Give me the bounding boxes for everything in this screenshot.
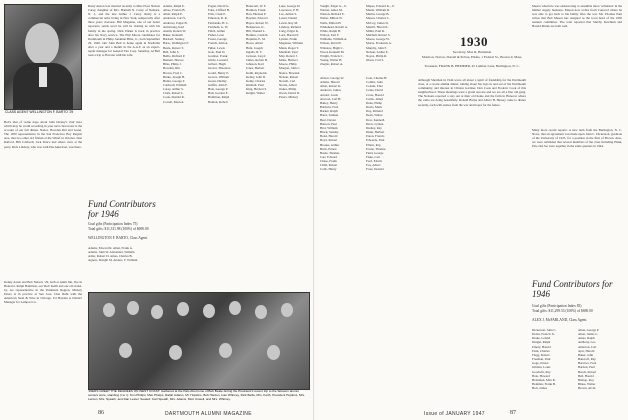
secretary-line: Secretary, Max R. Heitzman — [452, 50, 492, 54]
right-names-a: Abbott, George W. Adams, Harold Allen, Robert K. Andrews, James Arnold, Louis Atwood, Carl H. Bailey, Henry Baldwin, Fred Barker, Ralph Bates, Samuel Beal, Dexter Benson, Paul Bird, William Black, Stanley Bond, Harold Boyd, Robert Brooks, Arthur Buck, Ernest Burns, Thomas Carr, Edward Chase, Frank Child, Robert Cobb, Henry — [320, 76, 345, 172]
left-col2-text: Bob's idea of 'some dope about John Dickey's visit' here which may be worth recording in your next class notes is the account of our fall dinner. Nance, Bowden Ritt and Gazel. The 1950 representative in the San Francisco Bay Region area, met two other old friends at the Wharf in October. Don Ratford, Bill Caldwell, Jack Pence and others were at the party. Dick Lindsay, who was with Pan American, was there. — [4, 120, 82, 149]
right-body-text: Although Sherman in 1944 wrote all about a spirit of friendship for the Dartmouth class, at a recent alumni dinner, talking about his days in and out of the Dartmouth community, and interest in Clinton Gardner, Don Cook and Frederic Cook of this neighborhood. These meetings were a grand success and we are all a fine old gang. The Nelsons reported a stay out at their old home and the farm in Hanover where the cattle are doing beautifully. Ronald Bache and Albert H. Hassey came to dinner recently, each with stories from the war and hopes for the future. — [418, 78, 526, 107]
class-year-heading: 1930 — [460, 34, 488, 49]
left-fund-agent: WELLINGTON F. BARTO, Class Agent. — [88, 236, 148, 240]
right-footer: Issue of JANUARY 1947 — [424, 411, 485, 417]
secretary-address: Moulton, Norton, Darrell & Polton, Elkins, 1 Federal St., Boston 9, Mass. — [421, 55, 523, 59]
left-fund-total: Total gifts: $11,311.98 (100%) of $690.00 — [88, 227, 149, 231]
left-col1-text: Rusty Anson was married recently to Miss Flora Nelson Carey, daughter of Mrs. Hannah N. Carey of Nemark, N. J., and the late Arthur J. Carey. Rusty is a commercial artist living in New York, temporarily after three years overseas. Bill Magenau, one of our better reporters, sends word he will be visiting us with his family in the spring. Dick Elkins is back in practice after his Navy service. The Phil Moore candidates for Dartmouth in Philip Jonathan Bliss, Jr., born September 29, 1946. Our John Bell is home again in Nashville after a year and a month in the A.A.F. as an expert-repair manager for General Tire Corp. Saturday, Al Bell took a trip to Havana with his wife. — [88, 4, 160, 58]
left-donors-grid: Adams, Edward R. Allen, Frank A. Adams, John W. Alexander, William Adler, Robert D. Ames, Charles B. Agnew, Dwight M. Anders, F. William — [88, 246, 138, 263]
page-number-left: 86 — [98, 410, 104, 416]
left-names-b: Eagan, David G. Edes, Clifford H. Ellis, Clark E. Emerson, R. R. Fairbanks, H. C. Farnham, G. W. Finch, Arthur Fisher, Leon Foster, George French, John A. Fuller, Lewis Gale, Paul D. Gardner, Frank Gibbs, Leonard Gilbert, Hugh Glover, Theodore Gould, Henry E. Graves, William Green, Dudley Griffin, John F. Hale, George P. Hall, Gordon E. Hamilton, Ralph Hanlon, Robert — [208, 4, 231, 104]
right-col4-text: Many more recent reports: A new item from the Burlington, N. C. News, that an agreement was made upon John C. Dickerson, graduate of the University of 1925, for a position in the firm of Brown. Also, we were reminded that several members of the class including Hank, Pete and Joe were together in the same quarters in 1944. — [532, 128, 622, 149]
right-fund-total: Total gifts: $11,299.53 (100%) of $690.00 — [532, 309, 593, 313]
right-names-col2: Mapes, Edward K., Jr. Marsh, William D. Martin, George B. Mason, Charles C. McCoy, James D. Merrill, Harold L. Miller, Paul R. Mitchell, Robert S. Moore, George W. Morse, Frederick A. Murphy, John F. Nelson, Arthur E. Noyes, Philip R. Olson, Carl S. — [366, 4, 395, 63]
left-names-c: Hanscom, W. F. Harmon, Frank Hart, Hudson P. Hayden, Edward Hayes, Robert W. Henderson, K. Hill, Donald L. Holmes, Clark R. Hopkins, E. M. Howe, Albert Hunt, Joseph Ingalls, R. T. Jackson, Lloyd James, Robert B. Johnson, Karl Jones, Herbert Keith, Reynolds Kelley, John D. Kemp, Charles Kimball, Paul King, Herbert S. Knight, Walter — [246, 4, 269, 96]
right-col3-text: Mason whom he was endeavoring to assemble more 'wrinklers' in the lumber supply business. Mason now writes from Concord where he was able to get back to his family after the war. Mr. Thomas Paul writes that Bob Mason has resigned as the local head of the 1930 reunion committee. The total reported that Stubby Ketchum and Harold Marks are both well. — [532, 4, 622, 29]
left-names-a: Adams, Ralph E. Albee, Francis B. Allen, Ralph E. Anderson, Carl S. Andrews, Edgar B. Armstrong, Karl Austin, Robert W. Baker, Kenneth Barnard, Stanley Barto, Wellington F. Beale, Robert T. Bell, John S. Bellis, Richard P. Bennett, Horace Bliss, Philip J. Bowden, Ritt Brown, Fred C. Burke, Joseph H. Butler, George T. Caldwell, William Carey, Arthur S. Clark, Robert L. Cook, Donald R. Cowell, Morton — [163, 4, 189, 104]
left-col3-text: Kenny Aston and Bob Nelson, '29, both at Alum Inn, live in Hanover. Ralph Hamilton, our 'Red' Keith and our old stand-by, are representative in the Peninsula Region. Mickey Peters is in practice at San Jose. Chet Ruhl with the American Steel & Wire in Chicago. Ed Hayden is District Manager for Lamport Co. — [4, 280, 82, 305]
portrait-caption: CLASS AGENT WELLINGTON F. BARTO '29 — [5, 110, 74, 114]
group-photo-caption: '29ERS GREET THE DEGREES ON WEST COAST: Gathered at the Palo Alto home of Bob Beale during the President's recent trip to the Western alumni centers were, standing (l to r): Tom Philips, Max Phelps, Ralph Adams, Mr. Hopkins, Bob Hanlon, Ivan Whitney, Dick Bellis, Mrs. Keith, President Hopkins, Mrs. Lenton, Mrs. Speath, and Dan Lester. Seated: Carl Speath, Mrs. Adams, Mort Cowell, and Mrs. Whitney. — [88, 390, 306, 401]
portrait-photo — [4, 4, 82, 110]
right-page — [314, 0, 628, 420]
left-footer: DARTMOUTH ALUMNI MAGAZINE — [165, 411, 252, 417]
right-fund-title: Fund Contributors for 1946 — [532, 279, 613, 299]
right-fund-goal: Goal gifts (Participation Index 83) — [532, 304, 582, 308]
right-names-b: Cole, Charles H. Collins, John Conant, Eliot Crane, David Cross, Harold Curtis, James Dana, Philip Davis, Mark Day, Richard Dean, Walter Dow, Kenneth Drew, Lyman Dudley, Ray Dunn, Herbert Eaton, Francis Edwards, Paul Elliott, Roy Evans, Thomas Field, George Fiske, Carl Ford, Edwin Fox, Albert Frost, Donald — [366, 76, 388, 172]
page-number-right: 87 — [510, 410, 516, 416]
right-fund-agent: ALEX J. McFARLAND, Class Agent. — [532, 318, 588, 322]
left-fund-title: Fund Contributors for 1946 — [88, 199, 156, 219]
left-fund-goal: Goal gifts (Participation Index 75) — [88, 222, 138, 226]
right-names-d: Allen, George P. Allen, James C. Ames, Ralph Anthony, Leo Atherton, Carl Ayer, Harold Baker, John Bancroft, Ray Barrows, Fred Bartlett, Paul Beach, Robert Bell, Harold Bishop, Roy Blake, Walter Brown, Alvin — [578, 328, 600, 391]
group-photo — [88, 292, 310, 390]
right-names-col1: Vaught, Edgar G., Jr. Warner, Amos M. Watson, Richard E. Weber, Milton W. Wells, Milton H. Whitehead, Robert A. White, Ralph H. Wilcox, Earl F. Williams, William A. Wilson, David E. Winslow, Hugh C. Wood, Kenneth M. Wright, Francis C. Young, Walter H. Ziegler, Robert A. — [320, 4, 348, 67]
left-names-d: Lane, George D. Lawrence, P. H. Lee, Arthur S. Lester, Daniel Lewis, Ray M. Lindsay, Richard Long, Edgar K. Lord, Harold P. Lyman, Frank Magenau, William Mann, Roger T. Marshall, Paul May, Robert J. Miles, Herbert Moore, Philip Morgan, John C. Nance, Bowden Nelson, Robert Newell, Carl Norris, Albert Oakes, Philip Owen, David D. Peters, Mickey — [279, 4, 303, 100]
treasurer-line: Treasurer, FRANK B. HEMMER, 45 Lumber Lane, Burlington, N. C. — [424, 64, 520, 68]
right-names-c: Dickerson, John C. Dolan, Francis X. Drake, Leland Durgin, Ralph Emery, Harold Fenn, Charles Flagg, Robert Freeman, Paul Gage, Ernest Gilman, Louis Goodwin, Roy Hale, Howard Heitzman, Max R. Hemmer, Frank B. Holt, James — [532, 328, 557, 391]
